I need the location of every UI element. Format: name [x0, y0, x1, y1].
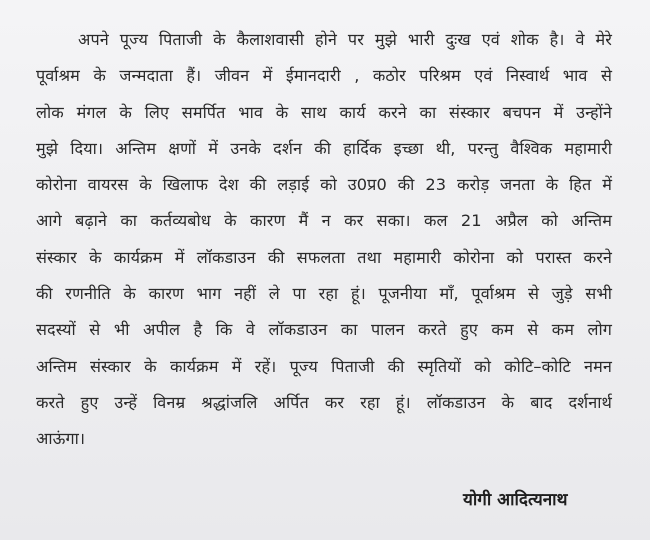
letter-line-11: करते हुए उन्हें विनम्र श्रद्धांजलि अर्पित कर रहा हूं। लॉकडाउन के बाद दर्शनार्थ: [36, 392, 612, 412]
letter-line-3: लोक मंगल के लिए समर्पित भाव के साथ कार्य करने का संस्कार बचपन में उन्होंने: [36, 102, 612, 122]
letter-line-7: संस्कार के कार्यक्रम में लॉकडाउन की सफलता तथा महामारी कोरोना को परास्त करने: [36, 247, 612, 267]
letter-body: [36, 22, 612, 458]
letter-line-2: पूर्वाश्रम के जन्मदाता हैं। जीवन में ईमानदारी , कठोर परिश्रम एवं निस्वार्थ भाव से: [36, 66, 612, 86]
letter-line-1: अपने पूज्य पिताजी के कैलाशवासी होने पर मुझे भारी दुःख एवं शोक है। वे मेरे: [78, 30, 612, 49]
letter-line-4: मुझे दिया। अन्तिम क्षणों में उनके दर्शन की हार्दिक इच्छा थी, परन्तु वैश्विक महामारी: [36, 138, 612, 158]
letter-line-5: कोरोना वायरस के खिलाफ देश की लड़ाई को उ0प्र0 की 23 करोड़ जनता के हित में: [36, 175, 612, 195]
letter-line-10: अन्तिम संस्कार के कार्यक्रम में रहें। पूज्य पिताजी की स्मृतियों को कोटि–कोटि नमन: [36, 356, 612, 376]
letter-line-6: आगे बढ़ाने का कर्तव्यबोध के कारण मैं न कर सका। कल 21 अप्रैल को अन्तिम: [36, 211, 612, 231]
signature-name: योगी आदित्यनाथ: [463, 490, 568, 510]
letter-line-8: की रणनीति के कारण भाग नहीं ले पा रहा हूं। पूजनीया माँ, पूर्वाश्रम से जुड़े सभी: [36, 284, 612, 304]
letter-line-12: आऊंगा।: [36, 429, 86, 449]
letter-line-9: सदस्यों से भी अपील है कि वे लॉकडाउन का पालन करते हुए कम से कम लोग: [36, 320, 612, 340]
